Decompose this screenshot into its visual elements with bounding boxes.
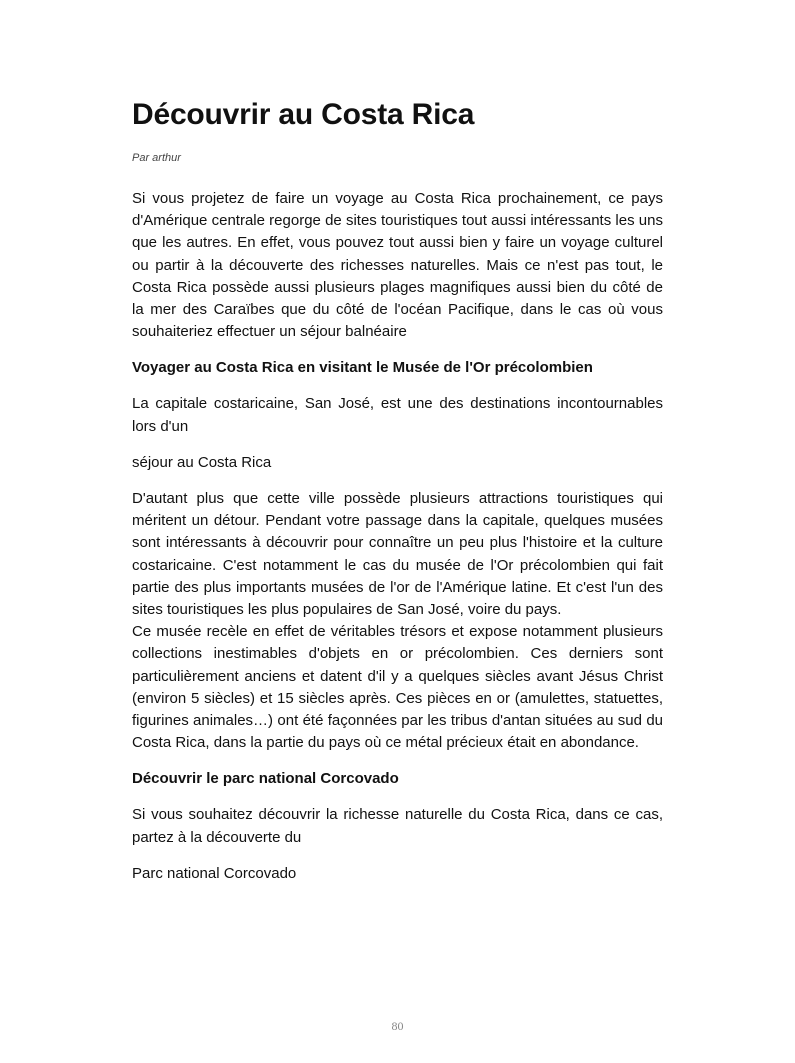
- intro-paragraph: Si vous projetez de faire un voyage au Costa Rica prochainement, ce pays d'Amérique centrale regorge de sites touristiques tout aussi intéressants les uns que les autres. En effet, vous pouvez tout aussi bien y faire un voyage culturel ou partir à la découverte des richesses naturelles. Mais ce n'est pas tout, le Costa Rica possède aussi plusieurs plages magnifiques aussi bien du côté de la mer des Caraïbes que du côté de l'océan Pacifique, dans le cas où vous souhaiteriez effectuer un séjour balnéaire: [132, 190, 663, 341]
- paragraph-ville-attractions: D'autant plus que cette ville possède plusieurs attractions touristiques qui méritent un détour. Pendant votre passage dans la capitale, quelques musées sont intéressants à découvrir pour connaître un peu plus l'histoire et la culture costaricaine. C'est notamment le cas du musée de l'Or précolombien qui fait partie des plus importants musées de l'or de l'Amérique latine. Et c'est l'un des sites touristiques les plus populaires de San José, voire du pays.: [132, 490, 663, 619]
- article-body: [132, 188, 663, 899]
- paragraph-richesse-naturelle: Si vous souhaitez découvrir la richesse naturelle du Costa Rica, dans ce cas, partez à la découverte du: [132, 806, 663, 846]
- page-number: 80: [391, 1019, 404, 1033]
- paragraph-sejour-link: séjour au Costa Rica: [132, 453, 272, 471]
- article-author: Par arthur: [132, 152, 181, 164]
- paragraph-san-jose: La capitale costaricaine, San José, est une des destinations incontournables lors d'un: [132, 395, 663, 435]
- section-heading-musee: Voyager au Costa Rica en visitant le Musée de l'Or précolombien: [132, 359, 593, 377]
- paragraph-parc-corcovado: Parc national Corcovado: [132, 864, 297, 882]
- article-title: Découvrir au Costa Rica: [132, 98, 475, 131]
- paragraph-musee-tresors: Ce musée recèle en effet de véritables trésors et expose notamment plusieurs collections inestimables d'objets en or précolombien. Ces derniers sont particulièrement anciens et datent d'il y a quelques siècles avant Jésus Christ (environ 5 siècles) et 15 siècles après. Ces pièces en or (amulettes, statuettes, figurines animales…) ont été façonnées par les tribus d'antan situées au sud du Costa Rica, dans la partie du pays où ce métal précieux était en abondance.: [132, 623, 663, 752]
- section-heading-corcovado: Découvrir le parc national Corcovado: [132, 770, 399, 788]
